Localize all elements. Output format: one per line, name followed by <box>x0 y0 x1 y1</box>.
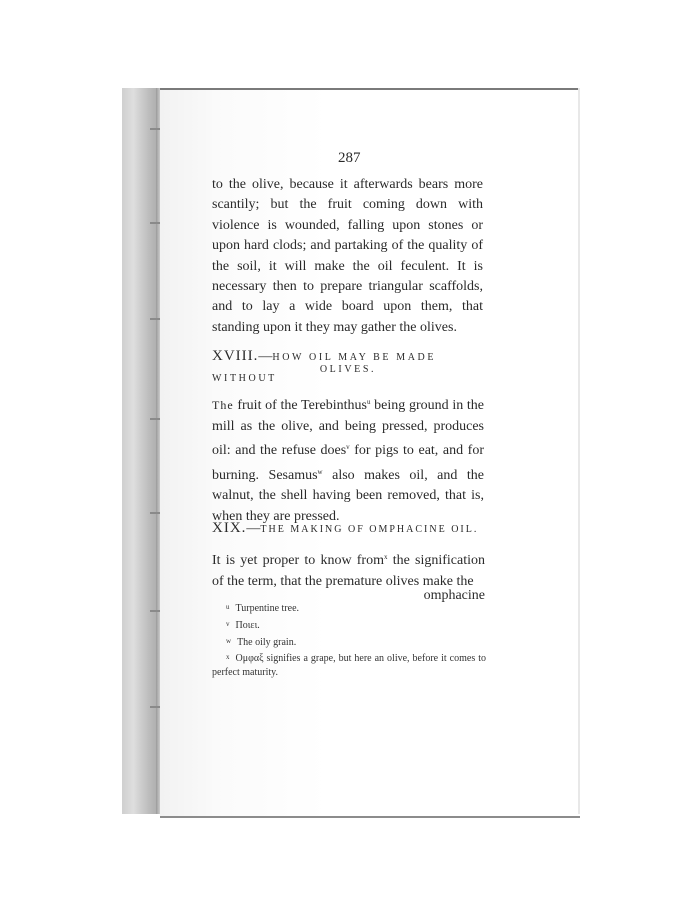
heading-title-line1: HOW OIL MAY BE MADE WITHOUT <box>212 352 437 384</box>
footnote <box>212 634 486 650</box>
heading-title: THE MAKING OF OMPHACINE OIL. <box>260 524 479 535</box>
footnote-ref-u: u <box>366 398 371 406</box>
heading-dash: — <box>258 349 273 364</box>
paragraph-omphacine <box>212 547 485 592</box>
section-numeral: XIX. <box>212 520 247 536</box>
paragraph-terebinthus <box>212 392 484 528</box>
paragraph-olive-gathering: to the olive, because it afterwards bears more scantily; but the fruit coming down with violence is wounded, falling upon stones or upon hard clods; and partaking of the quality of the soil, it will make the oil feculent. It is necessary then to prepare triangular scaffolds, and to lay a wide board upon them, that standing upon it they may gather the olives. <box>212 177 483 335</box>
footnote-mark: v <box>226 620 230 628</box>
paragraph-text: also makes oil, and the walnut, the shell having been removed, that is, when they are pressed. <box>212 467 484 524</box>
paragraph-text: It is yet proper to know from <box>212 553 384 568</box>
section-heading-xix <box>212 520 484 537</box>
footnote-text: Ομφαξ signifies a grape, but here an olive, before it comes to perfect maturity. <box>212 653 486 678</box>
heading-dash: — <box>246 521 261 536</box>
footnote-mark: x <box>226 653 230 661</box>
footnote-mark: w <box>226 637 232 645</box>
paragraph-text: for pigs to eat, and for burning. Sesamus <box>212 443 484 483</box>
footnote <box>212 600 486 616</box>
footnote-ref-w: w <box>317 467 323 476</box>
page-edge <box>578 88 580 814</box>
footnote <box>212 617 486 633</box>
footnote-text: Turpentine tree. <box>235 603 300 614</box>
paragraph-text: fruit of the Terebinthus <box>237 398 367 413</box>
footnote-mark: u <box>226 603 230 611</box>
page-number: 287 <box>338 150 361 166</box>
catchword: omphacine <box>423 588 485 603</box>
footnote-ref-v: v <box>346 443 350 452</box>
footnote-text: The oily grain. <box>237 637 297 648</box>
footnote <box>212 650 486 680</box>
section-numeral: XVIII. <box>212 348 259 364</box>
heading-title-line2: OLIVES. <box>319 364 377 375</box>
paragraph-text: the signification of the term, that the premature olives make the <box>212 553 486 589</box>
footnote-text: Ποιει. <box>235 620 260 631</box>
drop-word: The <box>212 398 234 412</box>
paragraph-text: being ground in the mill as the olive, and being pressed, produces oil: and the refuse does <box>212 398 485 459</box>
footnote-ref-x: x <box>384 553 388 561</box>
